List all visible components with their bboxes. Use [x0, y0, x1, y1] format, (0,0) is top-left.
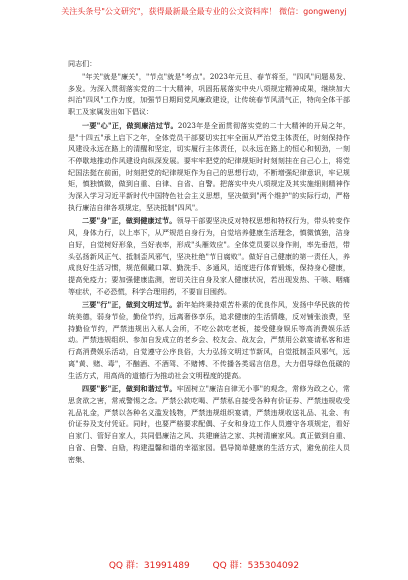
paragraph-lead: 一要"心"正，做到廉洁过节。 [82, 120, 178, 130]
paragraph-conduct [68, 299, 350, 381]
paragraph-body [68, 215, 350, 297]
paragraph-heart [68, 120, 350, 214]
paragraph-lead: 三要"行"正，做到文明过节。 [82, 300, 177, 310]
header-banner-text: 关注头条号"公文研究"，获得最新最全最专业的公文资料库！ 微信：gongwenyj [61, 7, 347, 16]
paragraph-influence [68, 383, 350, 465]
footer-qq-group-2: QQ 群：535304092 [212, 561, 300, 571]
paragraph-text: "年关"就是"廉关"，"节点"就是"考点"。2023年元旦、春节将至，"四风"问题易发、多发。为深入贯彻落实党的二十大精神，巩固拓展落实中央八项规定精神成果，继续加大纠治"四风"工作力度，加强节日期间党风廉政建设，让传统春节风清气正，特向全体干部职工及家属发出如下倡议： [68, 72, 350, 117]
paragraph-intro [68, 71, 350, 118]
footer-contact [0, 560, 408, 572]
header-banner [0, 6, 408, 17]
paragraph-text: 领导干部要坚决反对特权思想和特权行为，带头转变作风，身体力行，以上率下，从严规范自身行为，自觉培养健康生活理念，慎微慎独，洁身自好，自觉树好形象，当好表率，形成"头雁效应"。全体党员要以身作则，率先垂范，带头弘扬新风正气、抵制歪风邪气，坚决杜绝"节日腐败"。做好自己健康的第一责任人，养成良好生活习惯，规范佩戴口罩、勤洗手、多通风，适度进行体育锻炼，保持身心健康，提高免疫力；要加强健康监测，密切关注自身及家人健康状况，若出现发热、干咳、咽痛等症状，不必恐慌，科学合理用药，不要盲目囤药。 [68, 216, 350, 296]
paragraph-text: 牢固树立"廉洁自律无小事"的观念，常修为政之心，常思贪欲之害，常戒警惕之念。严禁公款吃喝、严禁私自接受各种有价证券、严禁违规收受礼品礼金，严禁以各种名义滥发钱物，严禁违规组织宴请，严禁违规收送礼品、礼金、有价证券及支付凭证。同时，也要严格要求配偶、子女和身边工作人员遵守各项规定，看好自家门、管好自家人，共同倡廉洁之风、共建廉洁之家、共树清廉家风。真正做到自重、自省、自警、自励，构建温馨和谐的幸福家园。倡导简单健康的生活方式，避免前往人员密集、 [68, 384, 350, 464]
salutation: 同志们： [68, 59, 97, 68]
paragraph-text: 2023年是全面贯彻落实党的二十大精神的开局之年，是"十四五"承上启下之年，全体党员干部要切实扛牢全面从严治党主体责任，时刻保持作风建设永远在路上的清醒和坚定，切实履行主体责任，以永远在路上的恒心和韧劲，一刻不停歇地推动作风建设向纵深发展。要牢牢把党的纪律规矩时时刻刻挂在自己心上，将党纪国法挺在前面，时刻把党的纪律规矩作为自己的思想行动，不断增强纪律意识，牢记规矩，慎独慎微，做到自重、自律、自省、自警。把落实中央八项规定及其实施细则精神作为深入学习习近平新时代中国特色社会主义思想，坚决做到"两个维护"的实际行动，严格执行廉洁自律各项规定，坚决抵制"四风"。 [68, 120, 350, 212]
footer-qq-group-1: QQ 群：31991489 [108, 561, 190, 571]
paragraph-lead: 四要"影"正，做到和谐过节。 [82, 384, 177, 394]
document-body [68, 58, 350, 467]
paragraph-text: 新年始终秉持艰苦朴素的优良作风，发扬中华民族的传统美德，弱身节俭，勤俭节约，远离奢侈享乐，追求健康的生活情趣，反对铺张浪费，坚持勤俭节约，严禁违规出入私人会所，不吃公款吃老板，接受健身娱乐等高消费娱乐活动。严禁违规组织、参加自发成立的老乡会、校友会、战友会，严禁用公款宴请私客和进行高消费娱乐活动，自觉遵守公序良俗，大力弘扬文明过节新风，自觉抵制歪风邪气，远离"黄、赌、毒"，不酗酒、不酒驾、不赌博、不传播各类谣言信息，大力倡导绿色低碳的生活方式，用高尚的道德行为推动社会文明程度的提高。 [68, 300, 350, 380]
paragraph-lead: 二要"身"正，做到健康过节。 [82, 216, 177, 226]
